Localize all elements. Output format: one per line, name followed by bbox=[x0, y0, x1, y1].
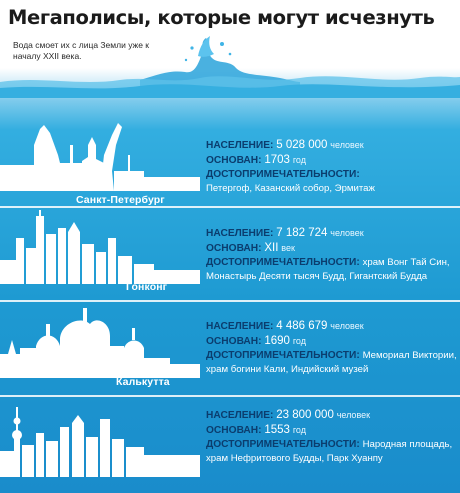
founded-unit: год bbox=[292, 155, 306, 165]
hongkong-skyline-icon bbox=[0, 208, 200, 300]
city-section-spb bbox=[0, 115, 460, 207]
city-name: Калькутта bbox=[116, 376, 170, 388]
city-info bbox=[206, 138, 375, 196]
population-label: НАСЕЛЕНИЕ: bbox=[206, 321, 274, 332]
founded-unit: век bbox=[281, 243, 295, 253]
page-subtitle: Вода смоет их с лица Земли уже к началу XXII века. bbox=[13, 40, 150, 61]
sights-line2: храм богини Кали, Индийский музей bbox=[206, 364, 369, 375]
city-info bbox=[206, 408, 452, 466]
population-unit: человек bbox=[330, 321, 364, 331]
city-section-shanghai bbox=[0, 397, 460, 493]
population-value: 23 800 000 bbox=[276, 409, 334, 421]
founded-label: ОСНОВАН: bbox=[206, 425, 262, 436]
founded-label: ОСНОВАН: bbox=[206, 155, 262, 166]
founded-value: XII bbox=[264, 242, 279, 254]
founded-value: 1553 bbox=[264, 424, 290, 436]
water-surface-wave bbox=[0, 58, 460, 98]
city-name: Шанхай bbox=[128, 464, 170, 476]
founded-value: 1690 bbox=[264, 335, 290, 347]
city-name: Санкт-Петербург bbox=[76, 194, 165, 206]
population-value: 4 486 679 bbox=[276, 320, 328, 332]
population-unit: человек bbox=[336, 410, 371, 420]
population-unit: человек bbox=[330, 228, 364, 238]
city-section-hongkong bbox=[0, 208, 460, 300]
population-value: 5 028 000 bbox=[276, 139, 328, 151]
sights-label: ДОСТОПРИМЕЧАТЕЛЬНОСТИ: bbox=[206, 439, 360, 450]
sights-label: ДОСТОПРИМЕЧАТЕЛЬНОСТИ: bbox=[206, 169, 360, 180]
kolkata-skyline-icon bbox=[0, 302, 200, 394]
page-title: Мегаполисы, которые могут исчезнуть bbox=[8, 6, 435, 29]
founded-unit: год bbox=[292, 425, 306, 435]
population-value: 7 182 724 bbox=[276, 227, 328, 239]
sights-label: ДОСТОПРИМЕЧАТЕЛЬНОСТИ: bbox=[206, 257, 360, 268]
founded-unit: год bbox=[292, 336, 306, 346]
sights-line1: храм Вонг Тай Син, bbox=[362, 257, 450, 268]
population-unit: человек bbox=[330, 140, 364, 150]
sights-line2: Монастырь Десяти тысяч Будд, Гигантский Будда bbox=[206, 271, 428, 282]
city-info bbox=[206, 226, 450, 284]
sights-line2: храм Нефритового Будды, Парк Хуанпу bbox=[206, 453, 383, 464]
sights-line2: Петергоф, Казанский собор, Эрмитаж bbox=[206, 183, 375, 194]
sights-line1: Мемориал Виктории, bbox=[362, 350, 457, 361]
sights-label: ДОСТОПРИМЕЧАТЕЛЬНОСТИ: bbox=[206, 350, 360, 361]
founded-label: ОСНОВАН: bbox=[206, 336, 262, 347]
population-label: НАСЕЛЕНИЕ: bbox=[206, 410, 274, 421]
city-name: Гонконг bbox=[126, 281, 168, 293]
city-info bbox=[206, 319, 457, 377]
shanghai-skyline-icon bbox=[0, 397, 200, 493]
sights-line1: Народная площадь, bbox=[362, 439, 453, 450]
population-label: НАСЕЛЕНИЕ: bbox=[206, 140, 274, 151]
founded-label: ОСНОВАН: bbox=[206, 243, 262, 254]
founded-value: 1703 bbox=[264, 154, 290, 166]
population-label: НАСЕЛЕНИЕ: bbox=[206, 228, 274, 239]
city-section-kolkata bbox=[0, 302, 460, 394]
